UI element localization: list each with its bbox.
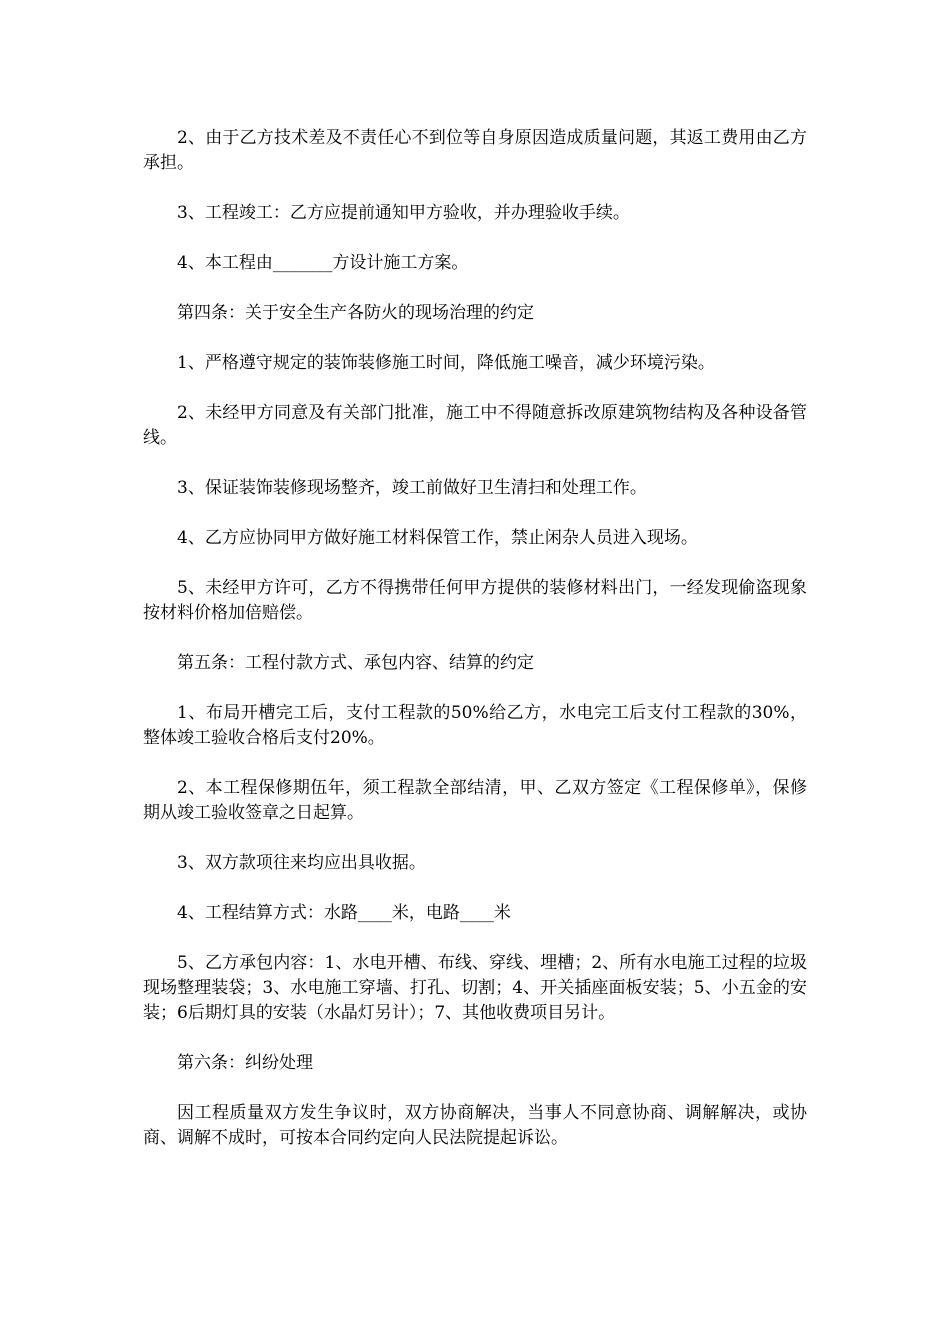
clause-materials-custody: 4、乙方应协同甲方做好施工材料保管工作，禁止闲杂人员进入现场。: [177, 528, 698, 548]
document-body: [143, 126, 807, 1176]
clause-dispute: 因工程质量双方发生争议时，双方协商解决，当事人不同意协商、调解解决，或协商、调解不成时，可按本合同约定向人民法院提起诉讼。: [143, 1103, 807, 1148]
clause-warranty: 2、本工程保修期伍年，须工程款全部结清，甲、乙双方签定《工程保修单》，保修期从竣工验收签章之日起算。: [143, 778, 807, 823]
clause-settlement: 4、工程结算方式：水路____米，电路____米: [177, 903, 511, 923]
clause-rework-cost: 2、由于乙方技术差及不责任心不到位等自身原因造成质量问题，其返工费用由乙方承担。: [143, 128, 807, 173]
clause-payment-schedule: 1、布局开槽完工后，支付工程款的50%给乙方，水电完工后支付工程款的30%，整体竣工验收合格后支付20%。: [143, 703, 807, 748]
clause-receipts: 3、双方款项往来均应出具收据。: [177, 853, 426, 873]
article-5-heading: 第五条：工程付款方式、承包内容、结算的约定: [177, 653, 534, 673]
article-6-heading: 第六条：纠纷处理: [177, 1053, 313, 1073]
clause-site-clean: 3、保证装饰装修现场整齐，竣工前做好卫生清扫和处理工作。: [177, 478, 647, 498]
article-4-heading: 第四条：关于安全生产各防火的现场治理的约定: [177, 303, 534, 323]
clause-design: 4、本工程由_______方设计施工方案。: [177, 253, 469, 273]
clause-theft: 5、未经甲方许可，乙方不得携带任何甲方提供的装修材料出门，一经发现偷盗现象按材料价格加倍赔偿。: [143, 578, 807, 623]
clause-work-hours: 1、严格遵守规定的装饰装修施工时间，降低施工噪音，减少环境污染。: [177, 353, 715, 373]
clause-structure: 2、未经甲方同意及有关部门批准，施工中不得随意拆改原建筑物结构及各种设备管线。: [143, 403, 807, 448]
clause-scope: 5、乙方承包内容：1、水电开槽、布线、穿线、埋槽；2、所有水电施工过程的垃圾现场整理装袋；3、水电施工穿墙、打孔、切割；4、开关插座面板安装；5、小五金的安装；6后期灯具的安装（水晶灯另计）；7、其他收费项目另计。: [143, 953, 807, 1023]
clause-completion: 3、工程竣工：乙方应提前通知甲方验收，并办理验收手续。: [177, 203, 630, 223]
